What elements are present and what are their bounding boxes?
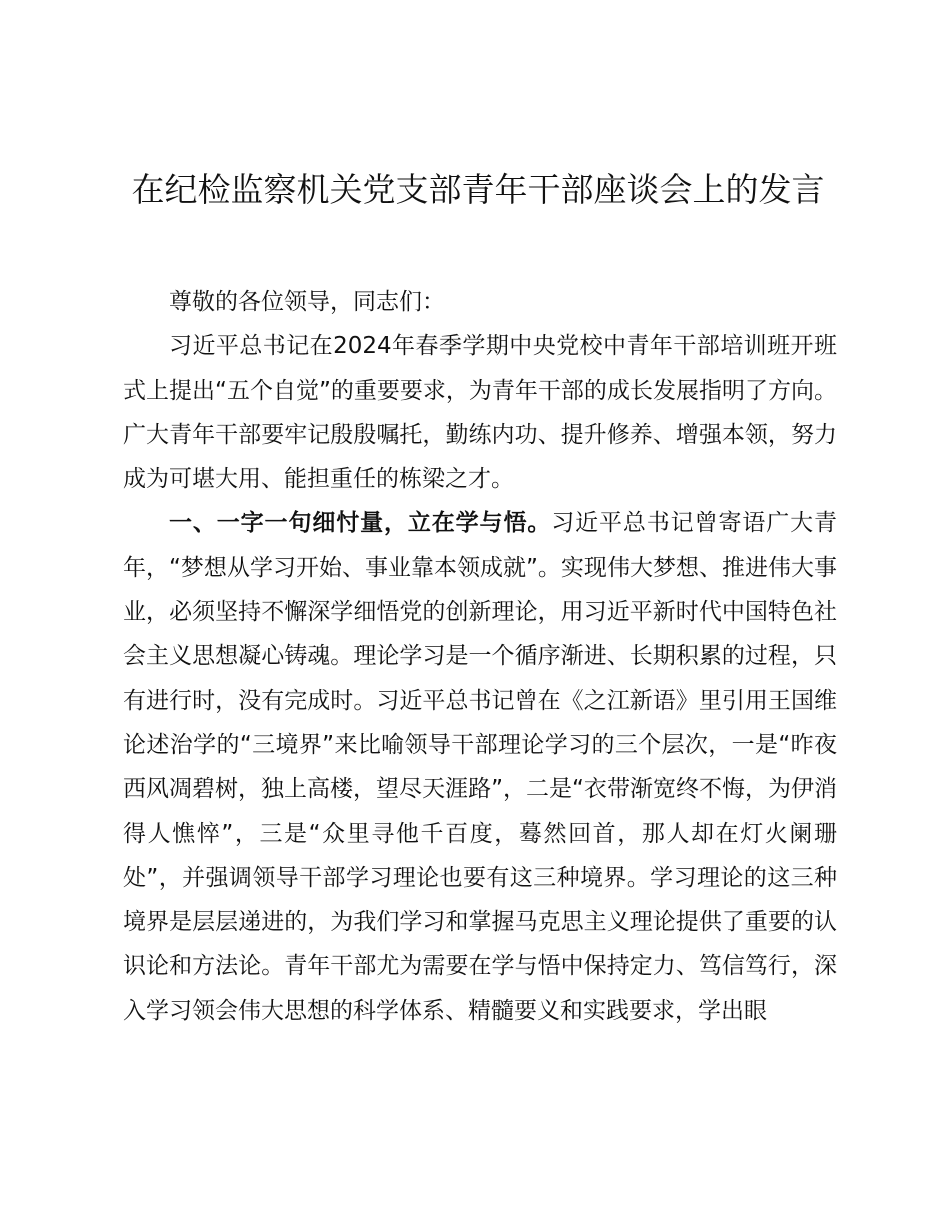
document-body <box>123 280 837 1033</box>
section-1-paragraph <box>123 501 837 1033</box>
intro-paragraph: 习近平总书记在2024年春季学期中央党校中青年干部培训班开班式上提出“五个自觉”的重要要求，为青年干部的成长发展指明了方向。广大青年干部要牢记殷殷嘱托，勤练内功、提升修养、增强本领，努力成为可堪大用、能担重任的栋梁之才。 <box>123 333 837 493</box>
document-title: 在纪检监察机关党支部青年干部座谈会上的发言 <box>131 170 825 209</box>
section-1-text: 习近平总书记曾寄语广大青年，“梦想从学习开始、事业靠本领成就”。实现伟大梦想、推进伟大事业，必须坚持不懈深学细悟党的创新理论，用习近平新时代中国特色社会主义思想凝心铸魂。理论学习是一个循序渐进、长期积累的过程，只有进行时，没有完成时。习近平总书记曾在《之江新语》里引用王国维论述治学的“三境界”来比喻领导干部理论学习的三个层次，一是“昨夜西风凋碧树，独上高楼，望尽天涯路”，二是“衣带渐宽终不悔，为伊消得人憔悴”，三是“众里寻他千百度，蓦然回首，那人却在灯火阑珊处”，并强调领导干部学习理论也要有这三种境界。学习理论的这三种境界是层层递进的，为我们学习和掌握马克思主义理论提供了重要的认识论和方法论。青年干部尤为需要在学与悟中保持定力、笃信笃行，深入学习领会伟大思想的科学体系、精髓要义和实践要求，学出眼 <box>123 510 838 1024</box>
section-1-heading: 一、一字一句细忖量，立在学与悟。 <box>169 510 552 537</box>
salutation: 尊敬的各位领导，同志们： <box>169 289 445 315</box>
